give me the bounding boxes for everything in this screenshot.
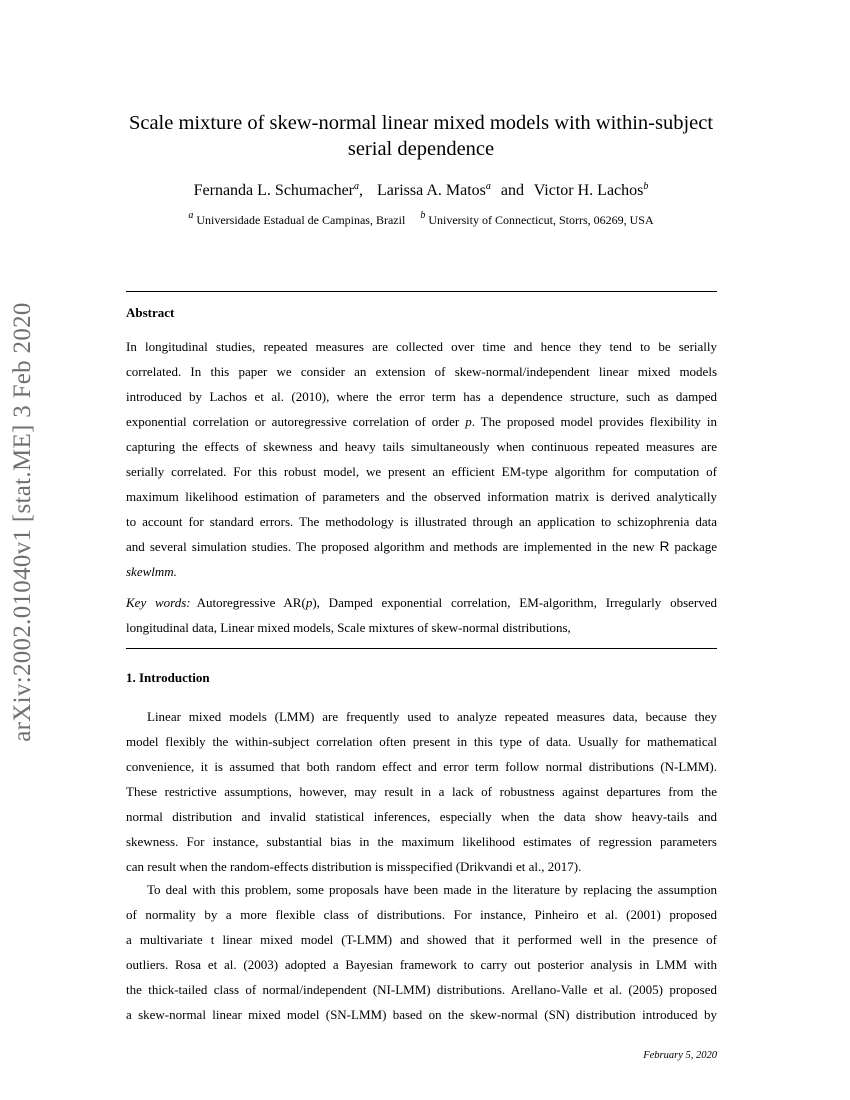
section-heading-introduction: 1. Introduction bbox=[126, 670, 210, 685]
footer-date: February 5, 2020 bbox=[643, 1050, 717, 1061]
abstract-line: to account for standard errors. The methodology is illustrated through an application to schizophrenia data bbox=[126, 514, 717, 529]
paragraph-line: skewness. For instance, substantial bias in the maximum likelihood estimates of regression parameters bbox=[126, 834, 717, 849]
abstract-line: capturing the effects of skewness and heavy tails simultaneously when continuous repeated measures are bbox=[126, 439, 717, 454]
author-3: Victor H. Lachos$^b$ bbox=[533, 181, 649, 199]
author-2: Larissa A. Matos$^a$ bbox=[377, 181, 491, 199]
abstract-top-rule bbox=[126, 291, 717, 292]
paper-title bbox=[125, 110, 717, 162]
author-conjunction: and bbox=[500, 182, 524, 199]
paragraph-line: To deal with this problem, some proposals have been made in the literature by replacing the assumption bbox=[147, 882, 717, 897]
abstract-line: exponential correlation or autoregressive correlation of order p. The proposed model provides flexibility in bbox=[126, 414, 718, 429]
author-list: Fernanda L. Schumacher$^a$, Larissa A. Matos$^a$ and Victor H. Lachos$^b$ bbox=[193, 181, 649, 199]
title-line-1: Scale mixture of skew-normal linear mixed models with within-subject bbox=[128, 112, 714, 134]
paragraph-line: These restrictive assumptions, however, may result in a lack of robustness against departures from the bbox=[126, 784, 717, 799]
affiliations bbox=[125, 211, 717, 229]
paragraph-line: the thick-tailed class of normal/independent (NI-LMM) distributions. Arellano-Valle et al. (2005) proposed bbox=[126, 982, 717, 997]
author-1: Fernanda L. Schumacher$^a$ bbox=[193, 181, 359, 199]
abstract-line: In longitudinal studies, repeated measures are collected over time and hence they tend to be serially bbox=[126, 339, 717, 354]
package-name: skewlmm. bbox=[126, 564, 177, 579]
intro-paragraph-1 bbox=[126, 704, 717, 879]
keywords-line: Key words: Autoregressive AR(p), Damped exponential correlation, EM-algorithm, Irregularly observed bbox=[126, 595, 717, 610]
paragraph-line: model flexibly the within-subject correlation often present in this type of data. Usually for mathematical bbox=[126, 734, 717, 749]
keywords bbox=[126, 590, 717, 640]
paragraph-line: a multivariate t linear mixed model (T-LMM) and showed that it performed well in the presence of bbox=[126, 932, 717, 947]
paragraph-line: Linear mixed models (LMM) are frequently used to analyze repeated measures data, because they bbox=[147, 709, 717, 724]
abstract-text bbox=[126, 334, 717, 584]
paragraph-line: a skew-normal linear mixed model (SN-LMM) based on the skew-normal (SN) distribution introduced by bbox=[126, 1007, 717, 1022]
title-line-2: serial dependence bbox=[347, 138, 495, 160]
abstract-line: introduced by Lachos et al. (2010), where the error term has a dependence structure, such as damped bbox=[126, 389, 717, 404]
abstract-bottom-rule bbox=[126, 648, 717, 649]
paragraph-line: normal distribution and invalid statistical inferences, especially when the data show heavy-tails and bbox=[126, 809, 717, 824]
affiliation-b: $^b$ University of Connecticut, Storrs, 06269, USA bbox=[420, 210, 654, 227]
affiliation-a: $^a$ Universidade Estadual de Campinas, Brazil bbox=[188, 210, 406, 227]
intro-paragraph-2 bbox=[126, 877, 717, 1027]
keywords-label: Key words: bbox=[126, 595, 191, 610]
keywords-line: longitudinal data, Linear mixed models, Scale mixtures of skew-normal distributions, bbox=[126, 620, 571, 635]
paragraph-line: can result when the random-effects distribution is misspecified (Drikvandi et al., 2017). bbox=[126, 859, 582, 874]
paragraph-line: of normality by a more flexible class of distributions. For instance, Pinheiro et al. (2001) proposed bbox=[126, 907, 717, 922]
r-language-name: R bbox=[659, 539, 670, 554]
paragraph-line: outliers. Rosa et al. (2003) adopted a Bayesian framework to carry out posterior analysis in LMM with bbox=[126, 957, 717, 972]
abstract-line: maximum likelihood estimation of parameters and the observed information matrix is derived analytically bbox=[126, 489, 717, 504]
paragraph-line: convenience, it is assumed that both random effect and error term follow normal distributions (N-LMM). bbox=[126, 759, 717, 774]
abstract-heading: Abstract bbox=[126, 305, 175, 320]
arxiv-identifier: arXiv:2002.01040v1 [stat.ME] 3 Feb 2020 bbox=[9, 302, 36, 742]
abstract-line: serially correlated. For this robust model, we present an efficient EM-type algorithm for computation of bbox=[126, 464, 717, 479]
abstract-line: and several simulation studies. The proposed algorithm and methods are implemented in the new R package bbox=[126, 539, 717, 554]
abstract-line: correlated. In this paper we consider an extension of skew-normal/independent linear mixed models bbox=[126, 364, 717, 379]
